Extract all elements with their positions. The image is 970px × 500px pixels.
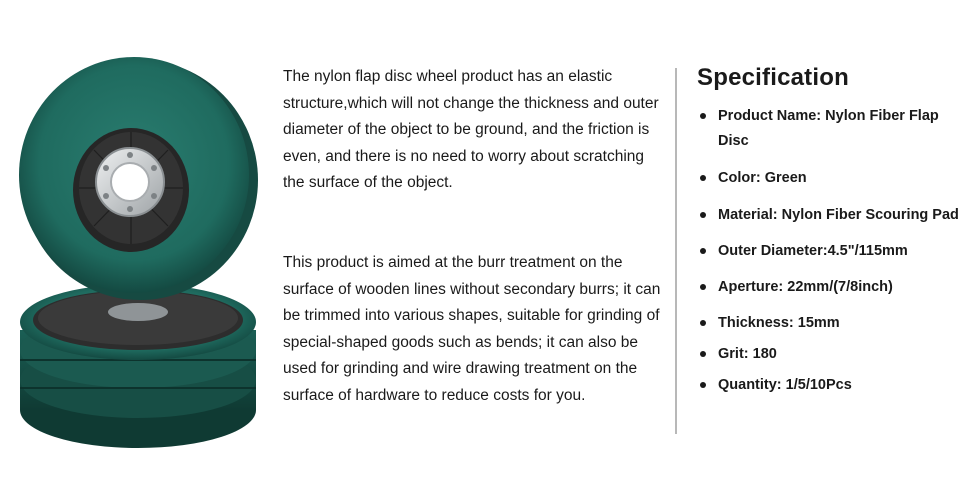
- spec-item-text: Thickness: 15mm: [718, 315, 840, 331]
- bullet-icon: [700, 284, 706, 290]
- front-disc: [19, 57, 258, 300]
- spec-product-name: [697, 104, 967, 154]
- spec-item-text: Quantity: 1/5/10Pcs: [718, 377, 852, 393]
- description-paragraph-1: The nylon flap disc wheel product has an elastic structure,which will not change the thickness and outer diameter of the object to be ground, and the friction is even, and there is no need to worry about scratching the surface of the object.: [283, 68, 659, 191]
- spec-aperture: [697, 275, 967, 300]
- spec-item-text: Grit: 180: [718, 346, 777, 362]
- disc-stack: [20, 284, 256, 448]
- description-paragraph-2: This product is aimed at the burr treatment on the surface of wooden lines without secondary burrs; it can be trimmed into various shapes, suitable for grinding of special-shaped goods such as bends; it can also be used for grinding and wire drawing treatment on the surface of hardware to reduce costs for you.: [283, 254, 661, 404]
- spec-color: [697, 166, 967, 191]
- spec-item-text: Product Name: Nylon Fiber Flap Disc: [718, 108, 939, 149]
- specification-list: [697, 104, 967, 398]
- bullet-icon: [700, 351, 706, 357]
- spec-outer-diameter: [697, 239, 967, 264]
- spec-item-text: Aperture: 22mm/(7/8inch): [718, 279, 893, 295]
- spec-item-text: Material: Nylon Fiber Scouring Pad: [718, 207, 959, 223]
- bullet-icon: [700, 320, 706, 326]
- divider: [675, 68, 677, 434]
- bullet-icon: [700, 113, 706, 119]
- spec-quantity: [697, 373, 967, 398]
- specification-title: Specification: [697, 64, 849, 91]
- bullet-icon: [700, 248, 706, 254]
- product-image: [0, 30, 270, 470]
- spec-thickness: [697, 311, 967, 336]
- bullet-icon: [700, 212, 706, 218]
- spec-item-text: Color: Green: [718, 170, 807, 186]
- bullet-icon: [700, 382, 706, 388]
- bullet-icon: [700, 175, 706, 181]
- spec-item-text: Outer Diameter:4.5"/115mm: [718, 243, 908, 259]
- spec-grit: [697, 342, 967, 367]
- spec-material: [697, 203, 967, 228]
